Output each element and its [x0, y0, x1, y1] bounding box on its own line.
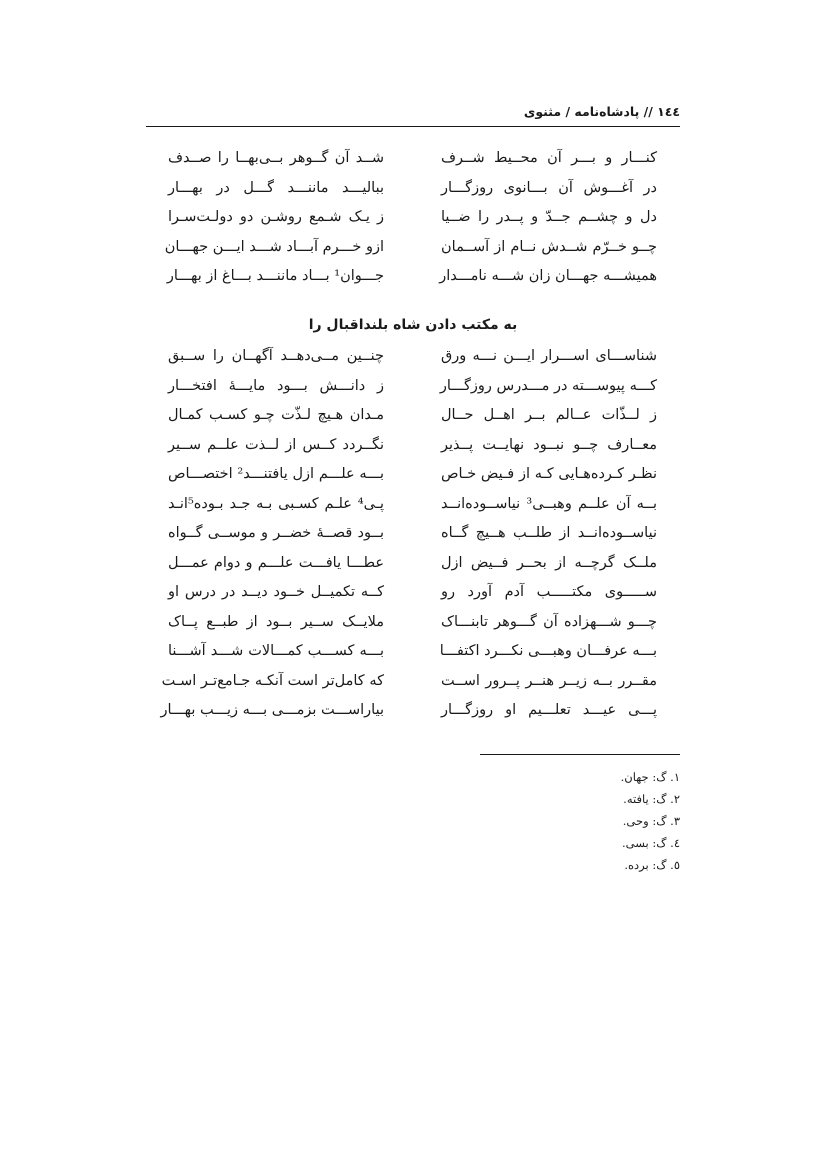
couplet — [0, 696, 826, 726]
couplet — [0, 608, 826, 638]
footnote: ٢. گ: یافته. — [623, 792, 680, 806]
couplet — [0, 637, 826, 667]
first-hemistich: شناســـای اســـرار ایـــن نـــه ورق — [441, 348, 657, 364]
second-hemistich: ازو خـــرم آبـــاد شـــد ایـــن جهـــان — [164, 238, 384, 255]
second-hemistich: کــه تکمیــل خــود دیــد در درس او — [168, 584, 384, 600]
second-hemistich: بـــه کســـب کمـــالات شـــد آشـــنا — [168, 643, 384, 659]
couplet — [0, 578, 826, 608]
second-hemistich: که کامل‌تر است آنکـه جـامع‌تـر اسـت — [161, 672, 384, 689]
couplet — [0, 174, 826, 204]
second-hemistich: بیاراســـت بزمـــی بـــه زیـــب بهـــار — [160, 702, 384, 718]
couplet — [0, 342, 826, 372]
couplet — [0, 490, 826, 520]
footnote-rule — [480, 754, 680, 755]
first-hemistich: بــه آن علــم وهبــی³ نیاســوده‌انــد — [441, 495, 657, 512]
couplet — [0, 144, 826, 174]
first-hemistich: ملــک گرچــه از بحــر فــیض ازل — [441, 554, 657, 571]
first-hemistich: دل و چشــم جــدّ و پــدر را ضــیا — [441, 209, 657, 225]
first-hemistich: چـــو شـــهزاده آن گـــوهر تابنـــاک — [441, 613, 657, 630]
first-hemistich: ز لــذّات عــالم بــر اهــل حــال — [441, 407, 657, 423]
second-hemistich: ز یـک شـمع روشـن دو دولـت‌سـرا — [168, 209, 384, 225]
second-hemistich: جـــوان¹ بـــاد ماننـــد بـــاغ از بهـــار — [166, 268, 384, 284]
section-title: به مکتب دادن شاه بلنداقبال را — [308, 317, 518, 333]
couplet — [0, 460, 826, 490]
couplet — [0, 519, 826, 549]
first-hemistich: چــو خــرّم شــدش نــام از آســمان — [441, 238, 657, 255]
couplet — [0, 667, 826, 697]
second-hemistich: چنــین مــی‌دهــد آگهــان را ســبق — [168, 348, 384, 364]
page-label: ١٤٤ // پادشاه‌نامه / مثنوی — [523, 104, 680, 119]
footnote: ٥. گ: برده. — [624, 858, 680, 872]
first-hemistich: همیشـــه جهـــان زان شـــه نامـــدار — [439, 268, 657, 284]
footnote: ٣. گ: وحی. — [622, 814, 680, 828]
first-hemistich: بـــه عرفـــان وهبـــی نکـــرد اکتفـــا — [439, 643, 657, 659]
footnotes — [380, 766, 680, 876]
top-poem — [0, 144, 826, 292]
couplet — [0, 549, 826, 579]
second-hemistich: مـدان هـیچ لـذّت چـو کسـب کمـال — [168, 407, 384, 423]
couplet — [0, 203, 826, 233]
second-hemistich: بــود قصــهٔ خضــر و موســی گــواه — [168, 525, 384, 541]
couplet — [0, 233, 826, 263]
couplet — [0, 401, 826, 431]
running-header — [146, 100, 680, 124]
second-hemistich: عطـــا یافـــت علـــم و دوام عمـــل — [168, 554, 384, 571]
footnote: ١. گ: جهان. — [620, 770, 680, 784]
first-hemistich: در آغـــوش آن بـــانوی روزگـــار — [441, 179, 657, 196]
second-hemistich: بـــه علـــم ازل یافتنـــد² اختصـــاص — [168, 466, 384, 482]
couplet — [0, 372, 826, 402]
first-hemistich: نیاســوده‌انــد از طلــب هــیچ گــاه — [441, 525, 657, 541]
second-hemistich: ببالیـــد ماننـــد گـــل در بهـــار — [168, 179, 384, 196]
second-hemistich: نگــردد کــس از لــذت علــم ســیر — [168, 436, 384, 453]
second-hemistich: ز دانـــش بـــود مایـــهٔ افتخـــار — [168, 377, 384, 394]
first-hemistich: کـــه پیوســـته در مـــدرس روزگـــار — [439, 377, 657, 394]
first-hemistich: مقــرر بــه زیــر هنــر پــرور اســت — [441, 672, 657, 689]
second-hemistich: شــد آن گــوهر بــی‌بهــا را صــدف — [168, 150, 384, 166]
second-hemistich: پـی⁴ علـم کسـبی بـه جـد بـوده⁵انـد — [168, 495, 384, 512]
first-hemistich: ســـــوی مکتـــــب آدم آورد رو — [441, 584, 657, 600]
couplet — [0, 431, 826, 461]
couplet — [0, 262, 826, 292]
main-poem — [0, 342, 826, 726]
second-hemistich: ملایــک ســیر بــود از طبــع پــاک — [168, 613, 384, 630]
first-hemistich: کنـــار و بـــر آن محــیط شــرف — [441, 150, 657, 166]
header-rule — [146, 126, 680, 127]
first-hemistich: پـــی عیـــد تعلـــیم او روزگـــار — [441, 702, 657, 718]
first-hemistich: نظـر کـرده‌هـایی کـه از فـیض خـاص — [441, 466, 657, 482]
footnote: ٤. گ: بسی. — [621, 836, 680, 850]
first-hemistich: معــارف چــو نبــود نهایــت پــذیر — [441, 436, 657, 453]
